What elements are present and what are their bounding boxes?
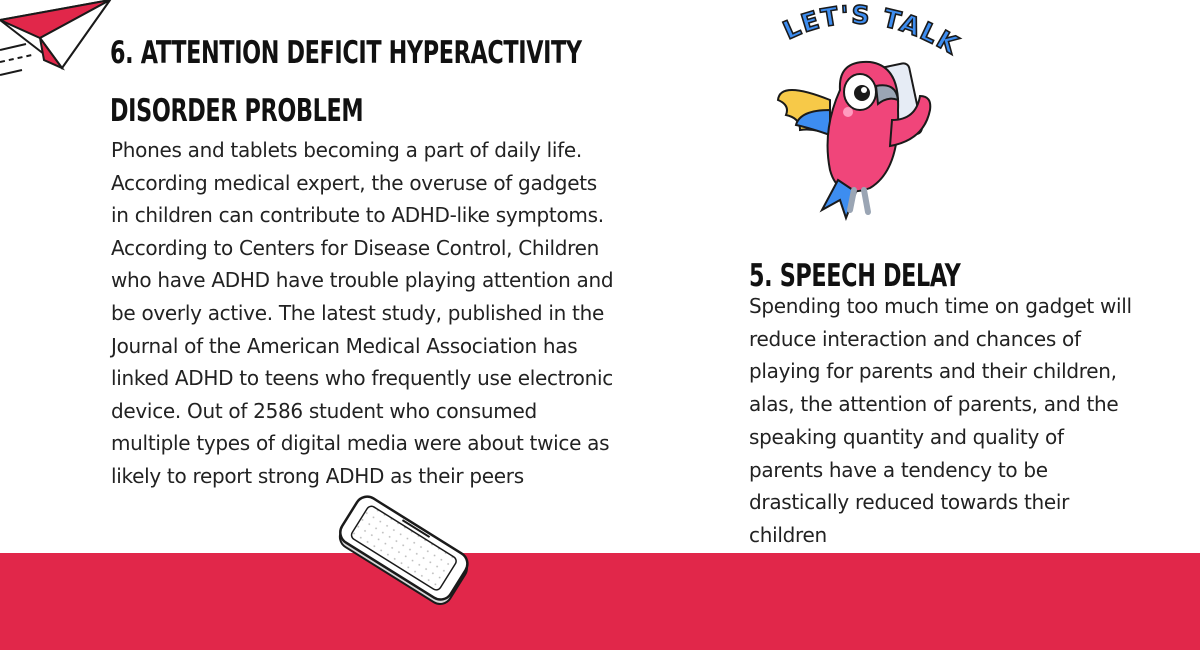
paper-plane-icon [0,0,115,90]
section-6-body: Phones and tablets becoming a part of daily life. According medical expert, the overuse of gadgets in children can contribute to ADHD-like symptoms. According to Centers for Disease Control, Children who have ADHD have trouble playing attention and be overly active. The latest study, published in the Journal of the American Medical Association has linked ADHD to teens who frequently use electronic device. Out of 2586 student who consumed multiple types of digital media were about twice as likely to report strong ADHD as their peers [111,138,614,488]
parrot-icon [778,62,930,218]
section-5-body: Spending too much time on gadget will reduce interaction and chances of playing for parents and their children, alas, the attention of parents, and the speaking quantity and quality of parents have a tendency to be drastically reduced towards their children [749,294,1132,547]
section-5-heading: 5. SPEECH DELAY [749,258,961,294]
lets-talk-text [779,0,965,60]
parrot-illustration [760,0,1000,230]
smartphone-icon [335,505,485,600]
speech-text-path: LET'S TALK [778,0,965,61]
section-6-heading: 6. ATTENTION DEFICIT HYPERACTIVITY DISORDER PROBLEM [110,35,582,129]
footer-band [0,553,1200,650]
